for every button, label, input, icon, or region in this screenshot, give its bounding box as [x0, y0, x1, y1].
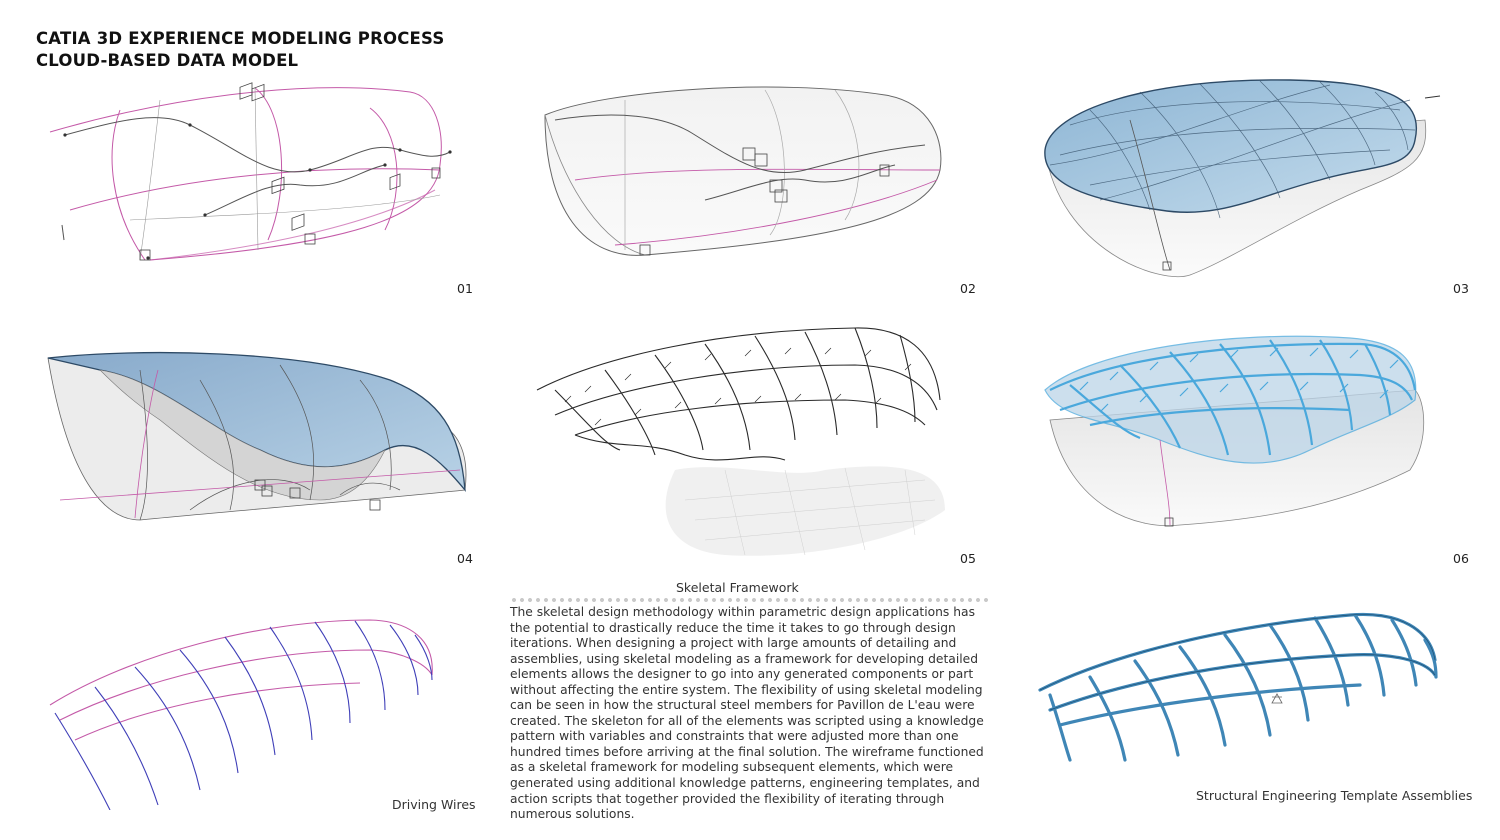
dotted-divider — [510, 597, 990, 603]
panel-01-drawing — [40, 70, 480, 295]
panel-03-glazed-shell — [1030, 70, 1480, 295]
panel-06-drawing — [1030, 320, 1480, 565]
template-assemblies-caption: Structural Engineering Template Assemblies — [1196, 788, 1473, 803]
panel-06-number: 06 — [1453, 551, 1469, 566]
panel-05-skeletal-members — [525, 310, 975, 565]
page-title — [36, 28, 444, 72]
panel-05-drawing — [525, 310, 975, 565]
title-line-1: CATIA 3D EXPERIENCE MODELING PROCESS — [36, 29, 445, 48]
template-assemblies-drawing — [1030, 585, 1480, 810]
panel-02-shell — [525, 70, 975, 295]
panel-06-detailed-assembly — [1030, 320, 1480, 565]
panel-04-drawing — [40, 340, 480, 565]
panel-03-drawing — [1030, 70, 1480, 295]
panel-05-number: 05 — [960, 551, 976, 566]
panel-03-number: 03 — [1453, 281, 1469, 296]
panel-04-cutaway-shell — [40, 340, 480, 565]
panel-01-number: 01 — [457, 281, 473, 296]
panel-04-number: 04 — [457, 551, 473, 566]
template-assemblies-panel — [1030, 585, 1480, 810]
title-line-2: CLOUD-BASED DATA MODEL — [36, 51, 299, 70]
driving-wires-caption: Driving Wires — [392, 797, 476, 812]
panel-02-drawing — [525, 70, 975, 295]
driving-wires-drawing — [40, 595, 480, 810]
driving-wires-panel — [40, 595, 480, 810]
body-paragraph: The skeletal design methodology within parametric design applications has the potential to drastically reduce the time it takes to go through design iterations. When designing a project with large amounts of detailing and assemblies, using skeletal modeling as a framework for developing detailed elements allows the designer to go into any generated components or part without affecting the entire system. The flexibility of using skeletal modeling can be seen in how the structural steel members for Pavillon de L'eau were created. The skeleton for all of the elements was scripted using a knowledge pattern with variables and constraints that were adjusted more than one hundred times before arriving at the final solution. The wireframe functioned as a skeletal framework for modeling subsequent elements, which were generated using additional knowledge patterns, engineering templates, and action scripts that together provided the flexibility of iterating through numerous solutions. — [510, 605, 984, 822]
panel-02-number: 02 — [960, 281, 976, 296]
section-heading: Skeletal Framework — [676, 580, 799, 595]
panel-01-wireframe — [40, 70, 480, 295]
